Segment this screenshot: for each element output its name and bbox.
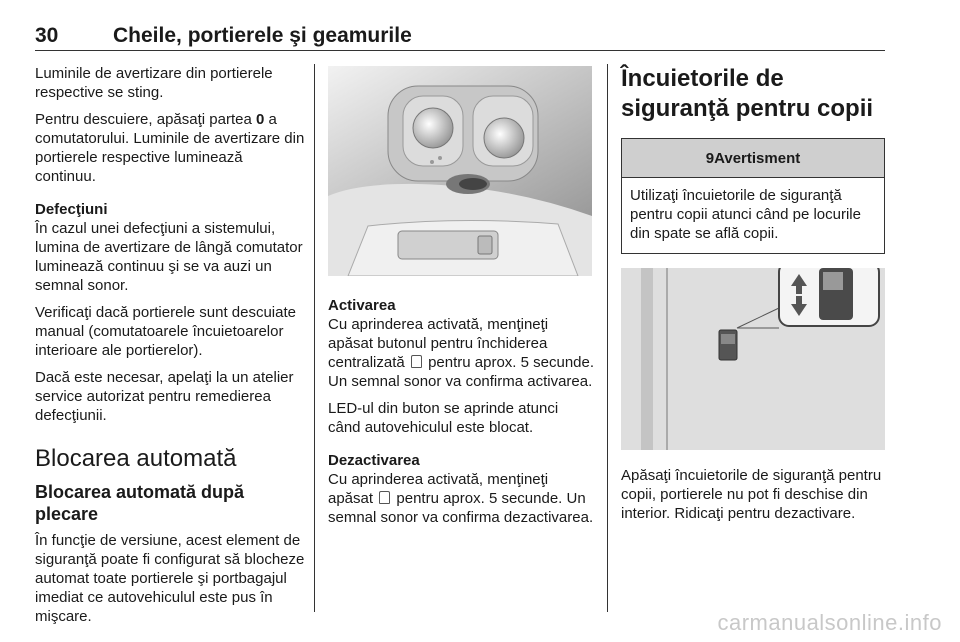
paragraph: Dacă este necesar, apelaţi la un atelier service autorizat pentru remedierea defecţiunii. (35, 369, 294, 424)
overhead-console-illustration (328, 66, 592, 276)
text-span: pentru aprox. 5 secunde. Un semnal sonor va confirma dezactivarea. (328, 490, 594, 526)
text-span: Cu aprinderea activată, menţineţi apăsat butonul pentru închiderea centralizată (328, 316, 549, 371)
section-heading-activation: Activarea (328, 297, 396, 314)
lock-icon (411, 355, 422, 368)
paragraph: Verificaţi dacă portierele sunt descuiate manual (comutatoarele încuietoarelor interioare ale portierelor). (35, 304, 296, 359)
paragraph: LED-ul din buton se aprinde atunci când autovehiculul este blocat. (328, 400, 559, 436)
subsection-heading: Blocarea automată după plecare (35, 482, 245, 524)
column-left (35, 64, 305, 634)
warning-icon: 9 (705, 149, 715, 167)
column-right (621, 64, 885, 254)
section-heading-deactivation: Dezactivarea (328, 452, 420, 469)
page-number: 30 (35, 24, 59, 47)
column-middle (328, 296, 594, 535)
watermark: carmanualsonline.info (717, 610, 942, 635)
page-title: Cheile, portierele şi geamurile (113, 24, 412, 47)
text-span: pentru aprox. 5 secunde. Un semnal sonor va confirma activarea. (328, 354, 595, 390)
bold-zero: 0 (255, 111, 265, 128)
column-divider (314, 64, 315, 612)
console-drawing (328, 66, 592, 276)
warning-header (622, 139, 884, 178)
paragraph (328, 315, 594, 391)
paragraph: În cazul unei defecţiuni a sistemului, lumina de avertizare de lângă comutator luminează continuu şi se va auzi un semnal sonor. (35, 220, 303, 294)
paragraph (35, 110, 305, 186)
text-span: a comutatorului. Luminile de avertizare din portierele respective luminează continuu. (35, 111, 305, 185)
warning-title: Avertisment (714, 149, 801, 167)
column-divider (607, 64, 608, 612)
paragraph: În funcţie de versiune, acest element de siguranţă poate fi configurat să blocheze automat toate portierele şi portbagajul imediat ce autovehiculul este pus în mişcare. (35, 532, 305, 625)
section-heading-auto-lock: Blocarea automată (35, 445, 237, 472)
lock-icon (379, 491, 390, 504)
page-header (35, 24, 885, 51)
child-lock-illustration (621, 268, 885, 450)
warning-box (621, 138, 885, 254)
text-span: Cu aprinderea activată, menţineţi apăsat (328, 471, 549, 507)
warning-text: Utilizaţi încuietorile de siguranţă pentru copii atunci când pe locurile din spate se află copii. (630, 187, 861, 242)
child-lock-drawing (621, 268, 885, 450)
paragraph: Luminile de avertizare din portierele respective se sting. (35, 65, 273, 101)
paragraph (328, 470, 594, 527)
section-heading-defects: Defecţiuni (35, 201, 108, 218)
section-heading-child-locks: Încuietorile de siguranţă pentru copii (621, 65, 874, 122)
column-right-lower (621, 466, 885, 531)
text-span: Pentru descuiere, apăsaţi partea (35, 111, 256, 128)
paragraph: Apăsaţi încuietorile de siguranţă pentru copii, portierele nu pot fi deschise din interior. Ridicaţi pentru dezactivare. (621, 467, 882, 522)
